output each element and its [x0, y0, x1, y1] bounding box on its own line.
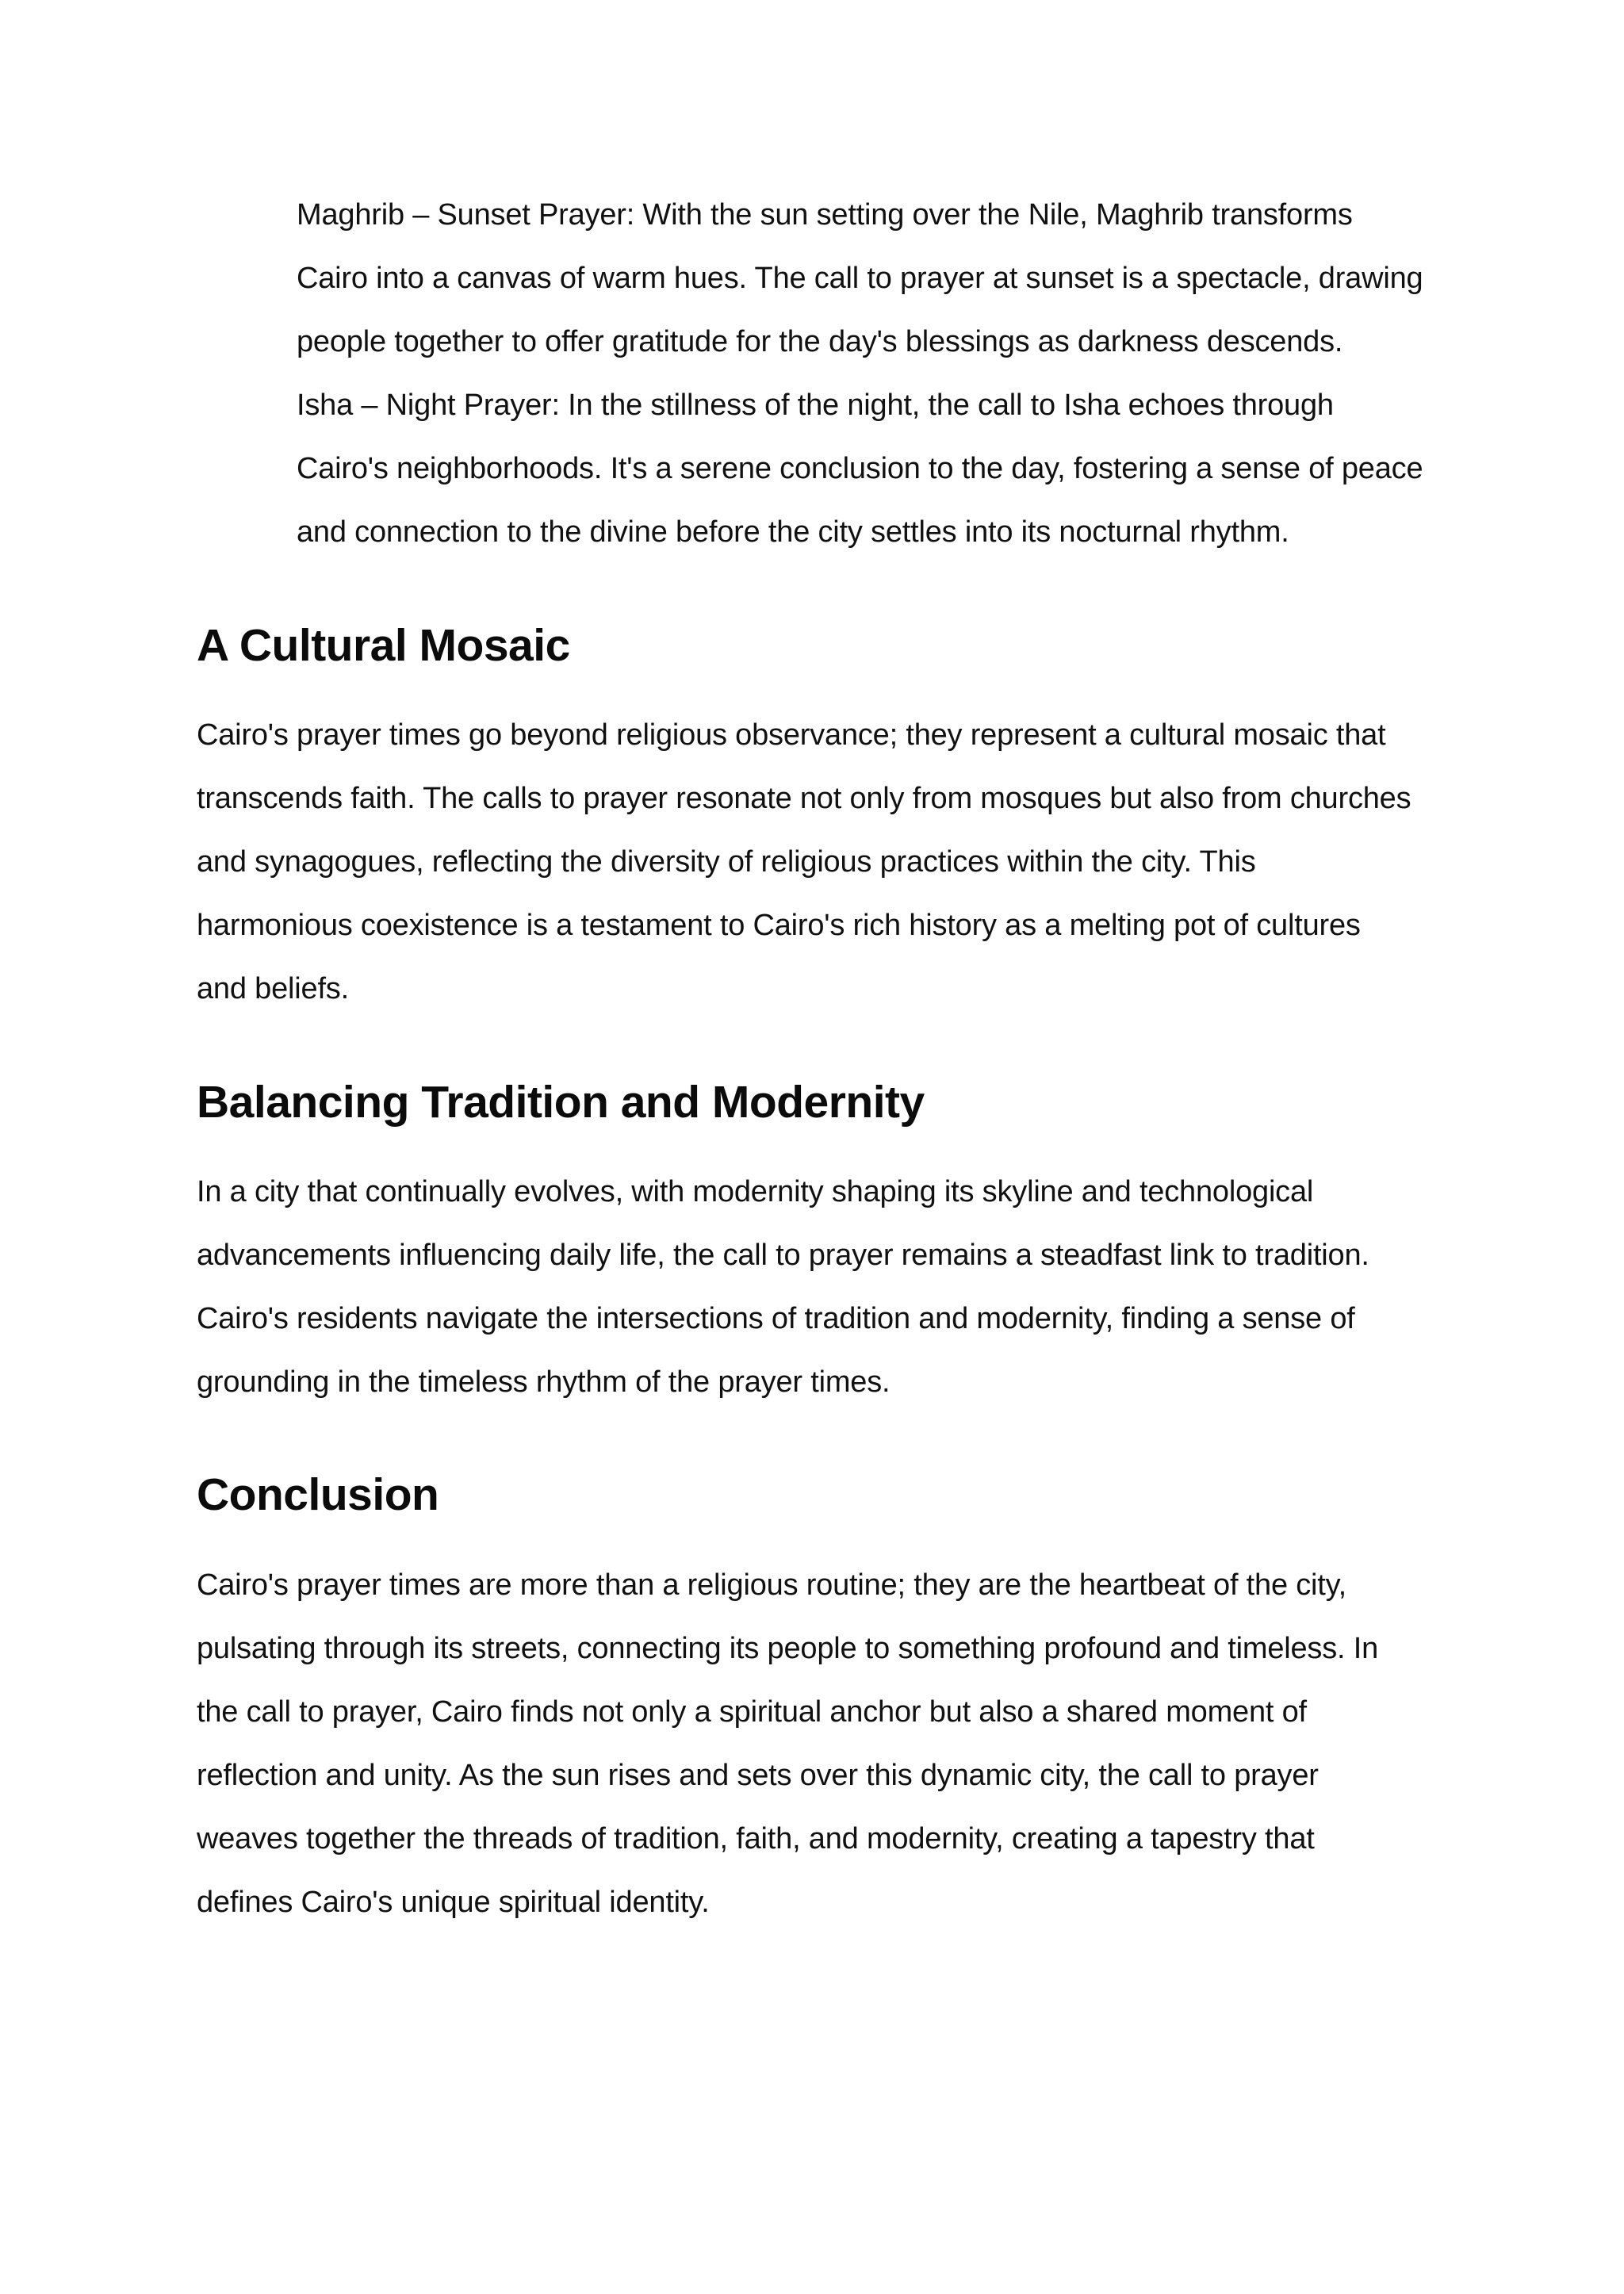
- maghrib-line-3: people together to offer gratitude for the day's blessings as darkness descends.: [297, 325, 1343, 358]
- paragraph-line: Cairo's prayer times go beyond religious observance; they represent a cultural mosaic that: [197, 718, 1386, 752]
- paragraph-line: Cairo's prayer times are more than a religious routine; they are the heartbeat of the city,: [197, 1568, 1346, 1602]
- isha-line-2: Cairo's neighborhoods. It's a serene conclusion to the day, fostering a sense of peace: [297, 452, 1423, 485]
- paragraph-line: and synagogues, reflecting the diversity of religious practices within the city. This: [197, 845, 1256, 879]
- section-heading: Balancing Tradition and Modernity: [197, 1077, 925, 1128]
- isha-line-1: Isha – Night Prayer: In the stillness of the night, the call to Isha echoes through: [297, 389, 1334, 422]
- paragraph-line: and beliefs.: [197, 972, 349, 1005]
- paragraph-line: In a city that continually evolves, with modernity shaping its skyline and technological: [197, 1175, 1314, 1208]
- maghrib-line-2: Cairo into a canvas of warm hues. The call to prayer at sunset is a spectacle, drawing: [297, 262, 1423, 295]
- paragraph-line: defines Cairo's unique spiritual identity.: [197, 1886, 710, 1919]
- paragraph-line: Cairo's residents navigate the intersections of tradition and modernity, finding a sense of: [197, 1302, 1355, 1335]
- paragraph-line: weaves together the threads of tradition, faith, and modernity, creating a tapestry that: [197, 1822, 1315, 1855]
- section-heading: Conclusion: [197, 1469, 439, 1520]
- paragraph-line: transcends faith. The calls to prayer resonate not only from mosques but also from churches: [197, 782, 1411, 815]
- paragraph-line: grounding in the timeless rhythm of the prayer times.: [197, 1365, 891, 1399]
- paragraph-line: advancements influencing daily life, the call to prayer remains a steadfast link to tradition.: [197, 1239, 1369, 1272]
- paragraph-line: harmonious coexistence is a testament to Cairo's rich history as a melting pot of cultures: [197, 909, 1361, 942]
- isha-line-3: and connection to the divine before the city settles into its nocturnal rhythm.: [297, 515, 1289, 549]
- paragraph-line: the call to prayer, Cairo finds not only a spiritual anchor but also a shared moment of: [197, 1695, 1307, 1729]
- paragraph-line: pulsating through its streets, connecting its people to something profound and timeless. In: [197, 1632, 1379, 1665]
- paragraph-line: reflection and unity. As the sun rises and sets over this dynamic city, the call to prayer: [197, 1759, 1319, 1792]
- maghrib-line-1: Maghrib – Sunset Prayer: With the sun setting over the Nile, Maghrib transforms: [297, 198, 1353, 232]
- section-heading: A Cultural Mosaic: [197, 620, 570, 671]
